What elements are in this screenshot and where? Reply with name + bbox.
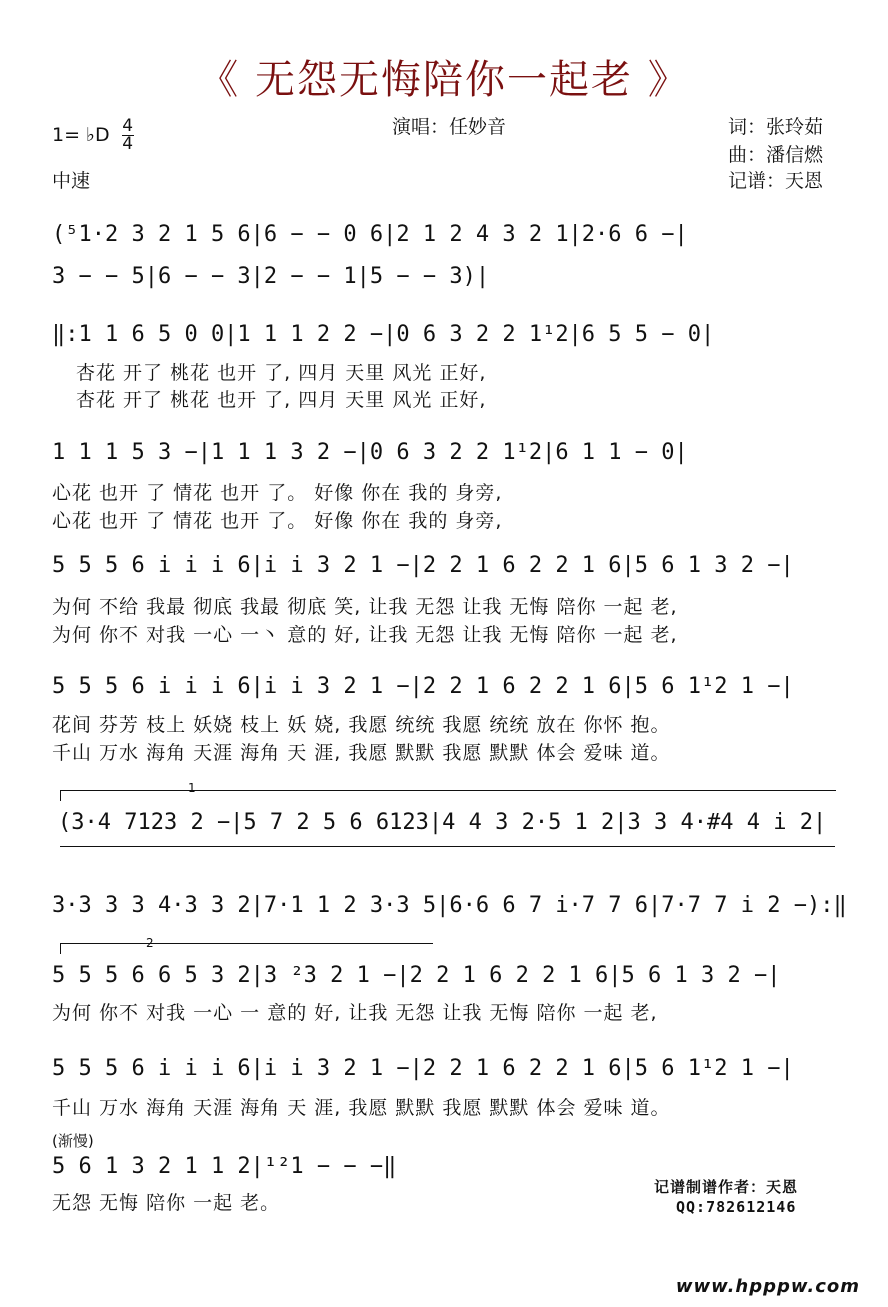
- volta-number: 1: [188, 781, 196, 795]
- volta-bracket-continued: [60, 846, 835, 857]
- volta-bracket-1: [60, 790, 836, 801]
- lyricist-text: 词：张玲茹: [728, 116, 824, 138]
- tempo-text: 中速: [52, 170, 91, 192]
- lyric-line: 为何 你不 对我 一心 一丶 意的 好, 让我 无怨 让我 无悔 陪你 一起 老,: [52, 624, 678, 646]
- credit-maker: 记谱制谱作者：天恩: [654, 1178, 799, 1196]
- time-bottom: 4: [122, 134, 134, 154]
- lyric-line: 花间 芬芳 枝上 妖娆 枝上 妖 娆, 我愿 统统 我愿 统统 放在 你怀 抱。: [52, 714, 671, 736]
- lyric-line: 千山 万水 海角 天涯 海角 天 涯, 我愿 默默 我愿 默默 体会 爱味 道。: [52, 742, 671, 764]
- lyric-line: 千山 万水 海角 天涯 海角 天 涯, 我愿 默默 我愿 默默 体会 爱味 道。: [52, 1097, 671, 1119]
- melody-line: 3 − − 5|6 − − 3|2 − − 1|5 − − 3)|: [52, 264, 490, 289]
- melody-line: ‖:1 1 6 5 0 0|1 1 1 2 2 −|0 6 3 2 2 1¹2|6 5 5 − 0|: [52, 322, 715, 347]
- melody-line: 5 5 5 6 i i i 6|i i 3 2 1 −|2 2 1 6 2 2 1 6|5 6 1¹2 1 −|: [52, 1056, 794, 1081]
- melody-line: (⁵1·2 3 2 1 5 6|6 − − 0 6|2 1 2 4 3 2 1|2·6 6 −|: [52, 222, 688, 247]
- volta-number: 2: [146, 936, 154, 950]
- site-watermark: www.hpppw.com: [675, 1276, 860, 1297]
- melody-line: 1 1 1 5 3 −|1 1 1 3 2 −|0 6 3 2 2 1¹2|6 1 1 − 0|: [52, 440, 688, 465]
- key-text: 1= ♭D: [52, 124, 110, 146]
- melody-line: 5 5 5 6 i i i 6|i i 3 2 1 −|2 2 1 6 2 2 1 6|5 6 1¹2 1 −|: [52, 674, 794, 699]
- time-top: 4: [122, 116, 134, 136]
- volta-bracket-2: [60, 943, 433, 954]
- melody-line: 5 6 1 3 2 1 1 2|¹²1 − − −‖: [52, 1154, 397, 1179]
- lyric-line: 心花 也开 了 情花 也开 了。 好像 你在 我的 身旁,: [52, 482, 503, 504]
- song-title: 《 无怨无悔陪你一起老 》: [198, 57, 690, 103]
- lyric-line: 为何 不给 我最 彻底 我最 彻底 笑, 让我 无怨 让我 无悔 陪你 一起 老,: [52, 596, 678, 618]
- melody-line: 5 5 5 6 6 5 3 2|3 ²3 2 1 −|2 2 1 6 2 2 1 6|5 6 1 3 2 −|: [52, 963, 781, 988]
- singer-text: 演唱：任妙音: [392, 116, 507, 138]
- lyric-line: 杏花 开了 桃花 也开 了, 四月 天里 风光 正好,: [76, 389, 487, 411]
- lyric-line: 心花 也开 了 情花 也开 了。 好像 你在 我的 身旁,: [52, 510, 503, 532]
- tempo-mark: (渐慢): [52, 1132, 94, 1150]
- key-signature: [52, 118, 134, 153]
- lyric-line: 为何 你不 对我 一心 一 意的 好, 让我 无怨 让我 无悔 陪你 一起 老,: [52, 1002, 658, 1024]
- composer-text: 曲：潘信燃: [728, 144, 824, 166]
- transcriber-text: 记谱：天恩: [728, 170, 824, 192]
- credit-qq: QQ:782612146: [676, 1198, 797, 1216]
- lyric-line: 无怨 无悔 陪你 一起 老。: [52, 1192, 281, 1214]
- lyric-line: 杏花 开了 桃花 也开 了, 四月 天里 风光 正好,: [76, 362, 487, 384]
- melody-line: 5 5 5 6 i i i 6|i i 3 2 1 −|2 2 1 6 2 2 1 6|5 6 1 3 2 −|: [52, 553, 794, 578]
- time-signature: [122, 118, 134, 153]
- melody-line: (3·4 7123 2 −|5 7 2 5 6 6123|4 4 3 2·5 1 2|3 3 4·#4 4 i 2|: [58, 810, 827, 835]
- melody-line: 3·3 3 3 4·3 3 2|7·1 1 2 3·3 5|6·6 6 7 i·7 7 6|7·7 7 i 2 −):‖: [52, 893, 847, 918]
